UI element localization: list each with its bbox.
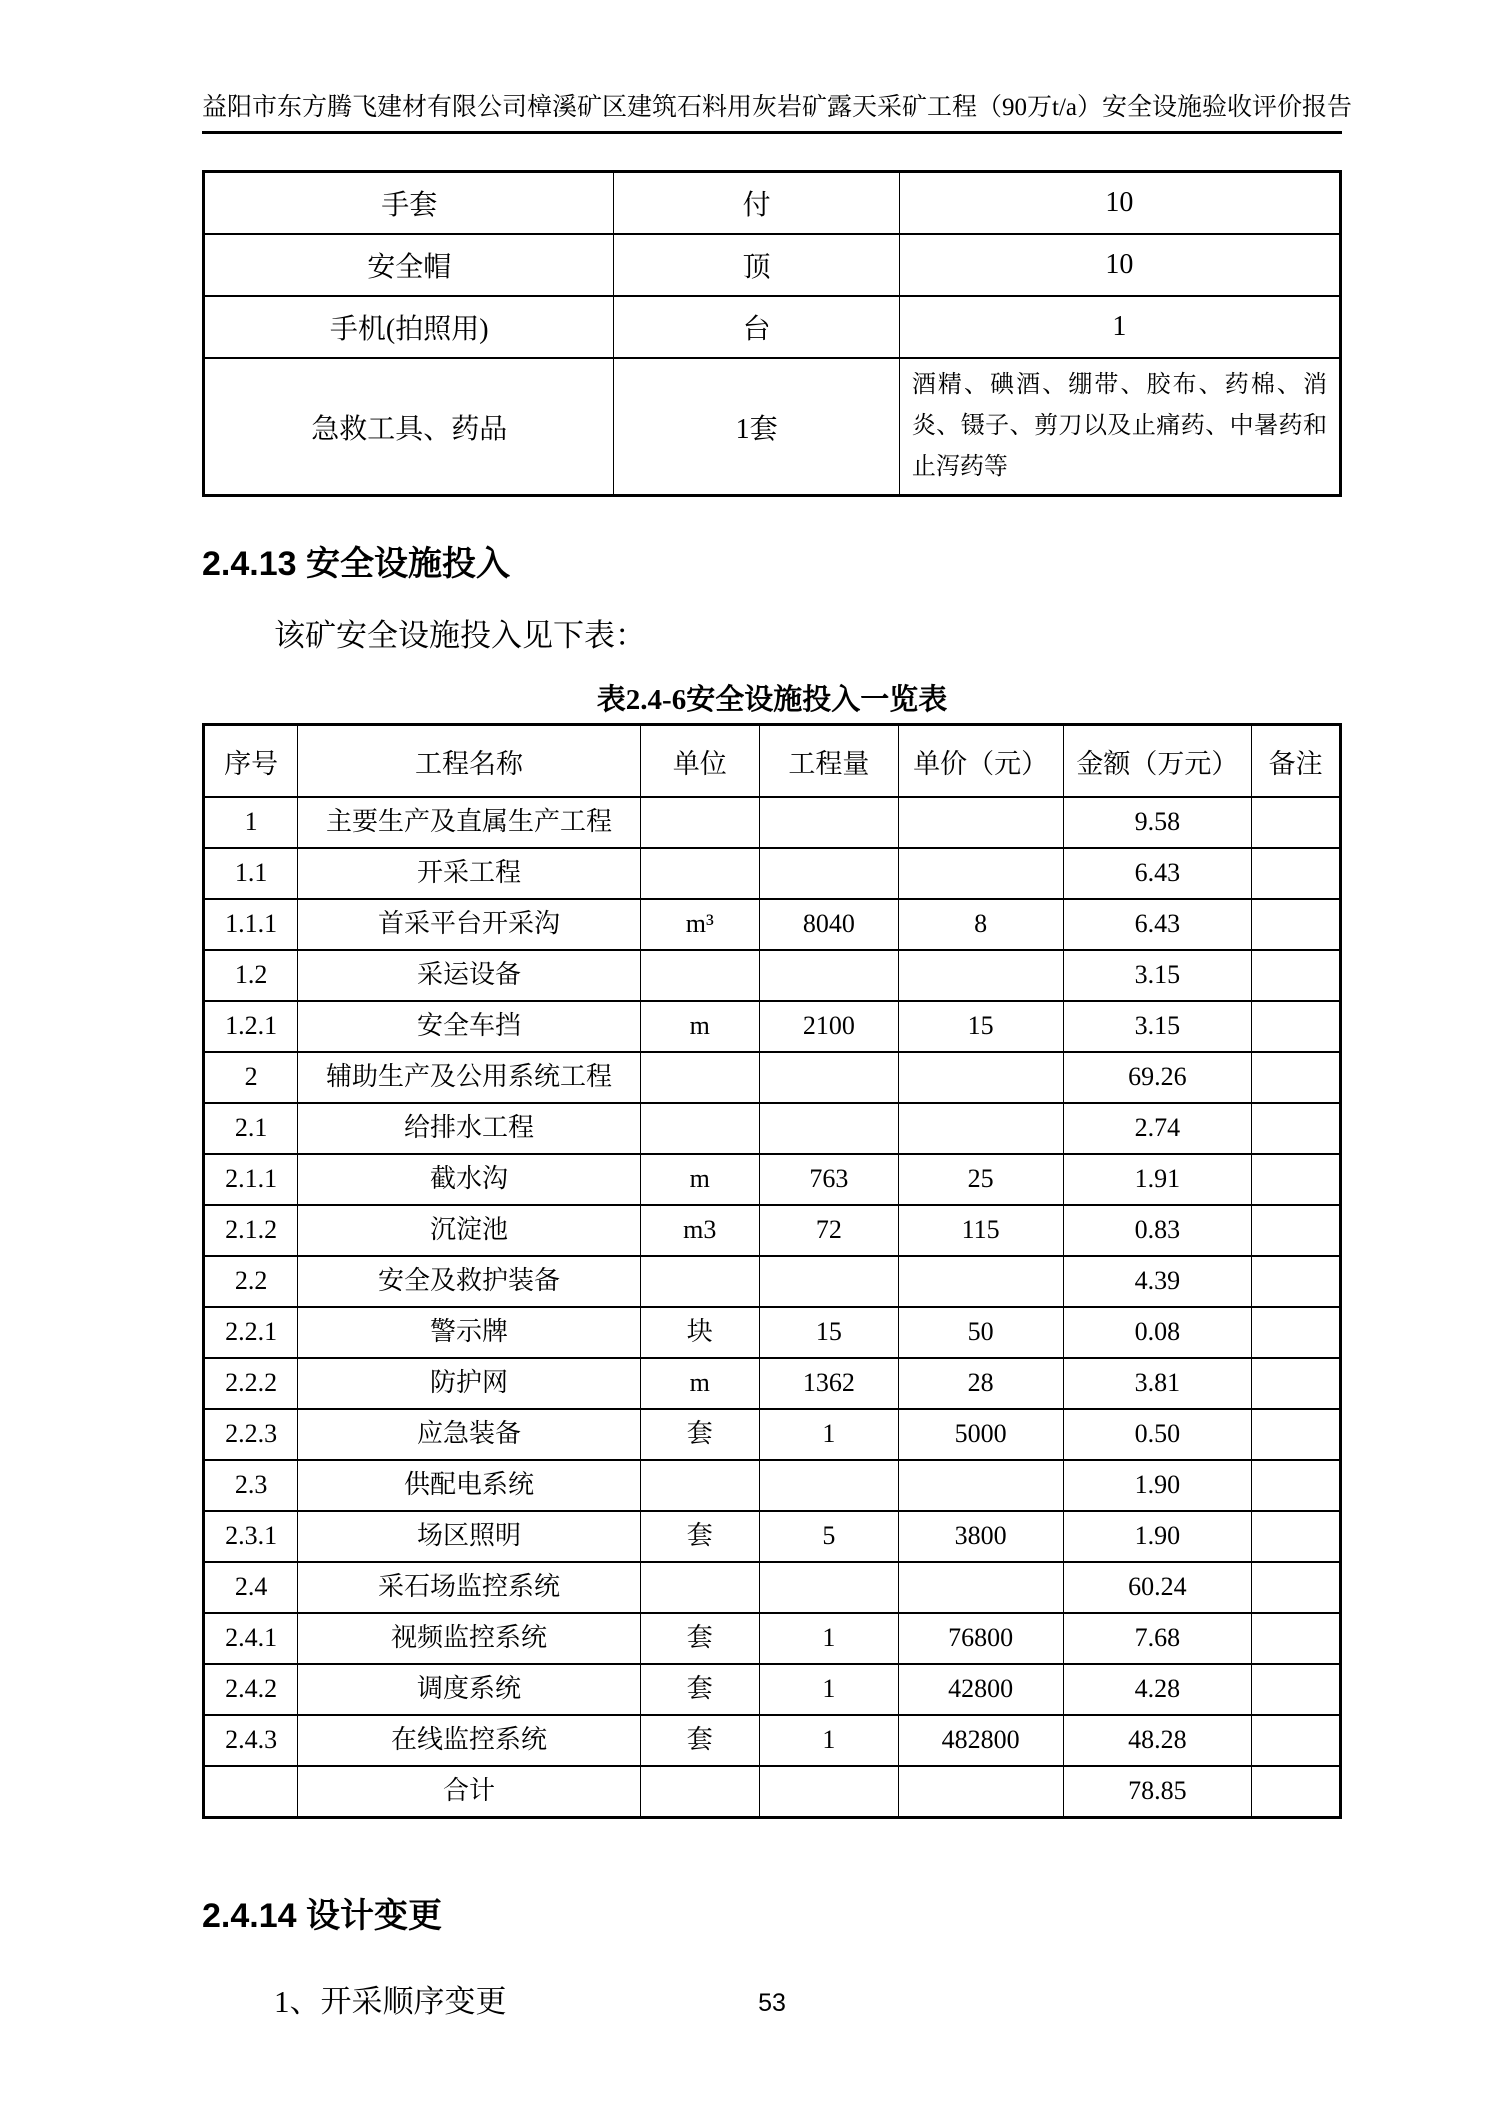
table-cell: 8 (898, 899, 1063, 950)
table-cell: 首采平台开采沟 (298, 899, 640, 950)
table-cell (640, 1256, 759, 1307)
table-cell: 采石场监控系统 (298, 1562, 640, 1613)
table-cell (898, 1562, 1063, 1613)
table-cell: 2.4.1 (204, 1613, 298, 1664)
table-cell (898, 797, 1063, 848)
table-cell: 套 (640, 1613, 759, 1664)
table-cell: 69.26 (1063, 1052, 1252, 1103)
column-header-unit-price: 单价（元） (898, 725, 1063, 798)
column-header-amount: 金额（万元） (1063, 725, 1252, 798)
table-cell (759, 848, 898, 899)
table-cell: 1.90 (1063, 1460, 1252, 1511)
table-row (204, 172, 1341, 235)
table-cell: 酒精、碘酒、绷带、胶布、药棉、消炎、镊子、剪刀以及止痛药、中暑药和止泻药等 (899, 358, 1340, 496)
table-cell: 2.1 (204, 1103, 298, 1154)
table-cell: 7.68 (1063, 1613, 1252, 1664)
table-cell (759, 1256, 898, 1307)
table-cell: 安全及救护装备 (298, 1256, 640, 1307)
table-cell: 警示牌 (298, 1307, 640, 1358)
table-row (204, 1766, 1341, 1818)
table-cell (640, 1460, 759, 1511)
table-row (204, 1052, 1341, 1103)
table-cell: 套 (640, 1511, 759, 1562)
table-cell: 4.28 (1063, 1664, 1252, 1715)
table-cell: 15 (759, 1307, 898, 1358)
table-cell (759, 1052, 898, 1103)
table-cell: m (640, 1358, 759, 1409)
table-row (204, 1409, 1341, 1460)
intro-paragraph: 该矿安全设施投入见下表： (274, 618, 646, 653)
table-row (204, 1103, 1341, 1154)
table-cell: m (640, 1154, 759, 1205)
page-number: 53 (758, 1989, 786, 2017)
table-cell (1252, 899, 1341, 950)
table-cell: 10 (899, 234, 1340, 296)
investment-table (202, 723, 1342, 1819)
table-cell: 115 (898, 1205, 1063, 1256)
table-cell: 2.3.1 (204, 1511, 298, 1562)
table-cell (759, 1103, 898, 1154)
table-cell (640, 1766, 759, 1818)
table-cell: 安全车挡 (298, 1001, 640, 1052)
table-cell (1252, 1154, 1341, 1205)
table-cell (1252, 1613, 1341, 1664)
table-row (204, 1664, 1341, 1715)
table-cell (759, 797, 898, 848)
table-cell (1252, 1562, 1341, 1613)
table-cell: m (640, 1001, 759, 1052)
table-cell: 6.43 (1063, 899, 1252, 950)
table-cell: 60.24 (1063, 1562, 1252, 1613)
column-header-index: 序号 (204, 725, 298, 798)
table-cell: 10 (899, 172, 1340, 235)
table-row (204, 848, 1341, 899)
table-cell: 25 (898, 1154, 1063, 1205)
table-cell: 5 (759, 1511, 898, 1562)
table-cell: 1套 (614, 358, 899, 496)
table-cell: m3 (640, 1205, 759, 1256)
column-header-project-name: 工程名称 (298, 725, 640, 798)
table-cell: 1.1 (204, 848, 298, 899)
table-cell: 3.81 (1063, 1358, 1252, 1409)
table-cell (1252, 1715, 1341, 1766)
table-cell: 2.2.3 (204, 1409, 298, 1460)
table-cell: 急救工具、药品 (204, 358, 614, 496)
table-cell: 手机(拍照用) (204, 296, 614, 358)
table-cell: 1.1.1 (204, 899, 298, 950)
table-cell: 2.1.1 (204, 1154, 298, 1205)
column-header-quantity: 工程量 (759, 725, 898, 798)
table-cell (1252, 1511, 1341, 1562)
table-cell: 1 (204, 797, 298, 848)
table-cell: 辅助生产及公用系统工程 (298, 1052, 640, 1103)
table-cell: 1.2.1 (204, 1001, 298, 1052)
table-cell (1252, 1409, 1341, 1460)
subsection-paragraph: 1、开采顺序变更 (274, 1984, 507, 2019)
table-row (204, 1358, 1341, 1409)
table-cell: 1 (899, 296, 1340, 358)
table-cell (1252, 1256, 1341, 1307)
table-cell (1252, 1460, 1341, 1511)
table-cell: 2 (204, 1052, 298, 1103)
table-cell: 开采工程 (298, 848, 640, 899)
table-cell (1252, 797, 1341, 848)
table-cell: 沉淀池 (298, 1205, 640, 1256)
table-row (204, 1562, 1341, 1613)
table-cell: 1 (759, 1664, 898, 1715)
table-cell: 套 (640, 1715, 759, 1766)
table-cell: 2.2.1 (204, 1307, 298, 1358)
table-cell: 42800 (898, 1664, 1063, 1715)
table-cell (1252, 848, 1341, 899)
table-cell (1252, 950, 1341, 1001)
table-cell (898, 1460, 1063, 1511)
investment-table-header-row (204, 725, 1341, 798)
header-right-title: 安全设施验收评价报告 (1102, 94, 1353, 121)
table-cell (640, 848, 759, 899)
table-cell: 合计 (298, 1766, 640, 1818)
table-cell: 2.4.2 (204, 1664, 298, 1715)
table-cell: 2.3 (204, 1460, 298, 1511)
table-cell: 套 (640, 1664, 759, 1715)
table-cell: 应急装备 (298, 1409, 640, 1460)
table-row (204, 1256, 1341, 1307)
table-cell: 顶 (614, 234, 899, 296)
table-cell (1252, 1205, 1341, 1256)
table-cell: 在线监控系统 (298, 1715, 640, 1766)
table-cell: 台 (614, 296, 899, 358)
table-row (204, 950, 1341, 1001)
table-cell: 防护网 (298, 1358, 640, 1409)
table-cell: 0.50 (1063, 1409, 1252, 1460)
table-cell: 76800 (898, 1613, 1063, 1664)
table-cell: 48.28 (1063, 1715, 1252, 1766)
table-cell: m³ (640, 899, 759, 950)
table-row (204, 358, 1341, 496)
table-cell: 2.4.3 (204, 1715, 298, 1766)
table-cell (1252, 1664, 1341, 1715)
table-cell: 78.85 (1063, 1766, 1252, 1818)
table-cell (640, 1052, 759, 1103)
table-cell: 采运设备 (298, 950, 640, 1001)
table-cell (898, 1766, 1063, 1818)
table-cell (1252, 1766, 1341, 1818)
table-cell (759, 1460, 898, 1511)
table-cell: 2.2 (204, 1256, 298, 1307)
table-row (204, 1460, 1341, 1511)
equipment-table (202, 170, 1342, 497)
table-cell: 1 (759, 1715, 898, 1766)
table-cell (759, 1562, 898, 1613)
table-cell (1252, 1001, 1341, 1052)
section-heading-2-4-13: 2.4.13 安全设施投入 (202, 545, 510, 583)
header-left-title: 益阳市东方腾飞建材有限公司樟溪矿区建筑石料用灰岩矿露天采矿工程（90万t/a） (202, 94, 1102, 121)
table-row (204, 1307, 1341, 1358)
table-cell: 4.39 (1063, 1256, 1252, 1307)
table-cell (1252, 1103, 1341, 1154)
table-cell (898, 1052, 1063, 1103)
table-cell: 15 (898, 1001, 1063, 1052)
table-row (204, 1205, 1341, 1256)
table-cell: 0.83 (1063, 1205, 1252, 1256)
table-cell: 视频监控系统 (298, 1613, 640, 1664)
table-cell (898, 1256, 1063, 1307)
table-cell: 场区照明 (298, 1511, 640, 1562)
table-row (204, 1613, 1341, 1664)
table-cell: 1 (759, 1409, 898, 1460)
table-cell: 5000 (898, 1409, 1063, 1460)
table-cell: 9.58 (1063, 797, 1252, 848)
table-cell: 0.08 (1063, 1307, 1252, 1358)
header-rule (202, 131, 1342, 134)
table-row (204, 296, 1341, 358)
table-cell (759, 1766, 898, 1818)
table-cell: 2.2.2 (204, 1358, 298, 1409)
table-cell: 块 (640, 1307, 759, 1358)
table-cell: 调度系统 (298, 1664, 640, 1715)
table-cell: 3800 (898, 1511, 1063, 1562)
table-row (204, 1511, 1341, 1562)
table-cell: 3.15 (1063, 1001, 1252, 1052)
table-cell: 1.2 (204, 950, 298, 1001)
table-cell: 2.74 (1063, 1103, 1252, 1154)
table-row (204, 1715, 1341, 1766)
table-cell: 1362 (759, 1358, 898, 1409)
table-cell: 给排水工程 (298, 1103, 640, 1154)
table-cell: 50 (898, 1307, 1063, 1358)
table-cell (1252, 1307, 1341, 1358)
table-cell: 套 (640, 1409, 759, 1460)
table-row (204, 1001, 1341, 1052)
page-header (202, 0, 1353, 124)
table-cell: 截水沟 (298, 1154, 640, 1205)
column-header-remark: 备注 (1252, 725, 1341, 798)
table-cell: 安全帽 (204, 234, 614, 296)
table-row (204, 1154, 1341, 1205)
table-cell: 1.90 (1063, 1511, 1252, 1562)
table-cell (1252, 1358, 1341, 1409)
table-cell: 2.1.2 (204, 1205, 298, 1256)
table-cell (640, 950, 759, 1001)
investment-table-caption: 表2.4-6安全设施投入一览表 (596, 684, 948, 716)
table-row (204, 899, 1341, 950)
table-cell: 28 (898, 1358, 1063, 1409)
table-cell: 8040 (759, 899, 898, 950)
table-cell (759, 950, 898, 1001)
table-cell (1252, 1052, 1341, 1103)
table-cell: 3.15 (1063, 950, 1252, 1001)
table-cell: 482800 (898, 1715, 1063, 1766)
table-cell: 手套 (204, 172, 614, 235)
table-row (204, 234, 1341, 296)
table-cell: 763 (759, 1154, 898, 1205)
table-cell (640, 797, 759, 848)
section-heading-2-4-14: 2.4.14 设计变更 (202, 1897, 442, 1935)
table-cell (640, 1562, 759, 1613)
column-header-unit: 单位 (640, 725, 759, 798)
table-cell: 主要生产及直属生产工程 (298, 797, 640, 848)
table-row (204, 797, 1341, 848)
table-cell (898, 848, 1063, 899)
table-cell: 72 (759, 1205, 898, 1256)
table-cell (640, 1103, 759, 1154)
table-cell: 6.43 (1063, 848, 1252, 899)
table-cell (898, 1103, 1063, 1154)
table-cell: 1 (759, 1613, 898, 1664)
table-cell: 1.91 (1063, 1154, 1252, 1205)
table-cell: 供配电系统 (298, 1460, 640, 1511)
table-cell (204, 1766, 298, 1818)
table-cell (898, 950, 1063, 1001)
table-cell: 2.4 (204, 1562, 298, 1613)
table-cell: 2100 (759, 1001, 898, 1052)
table-cell: 付 (614, 172, 899, 235)
